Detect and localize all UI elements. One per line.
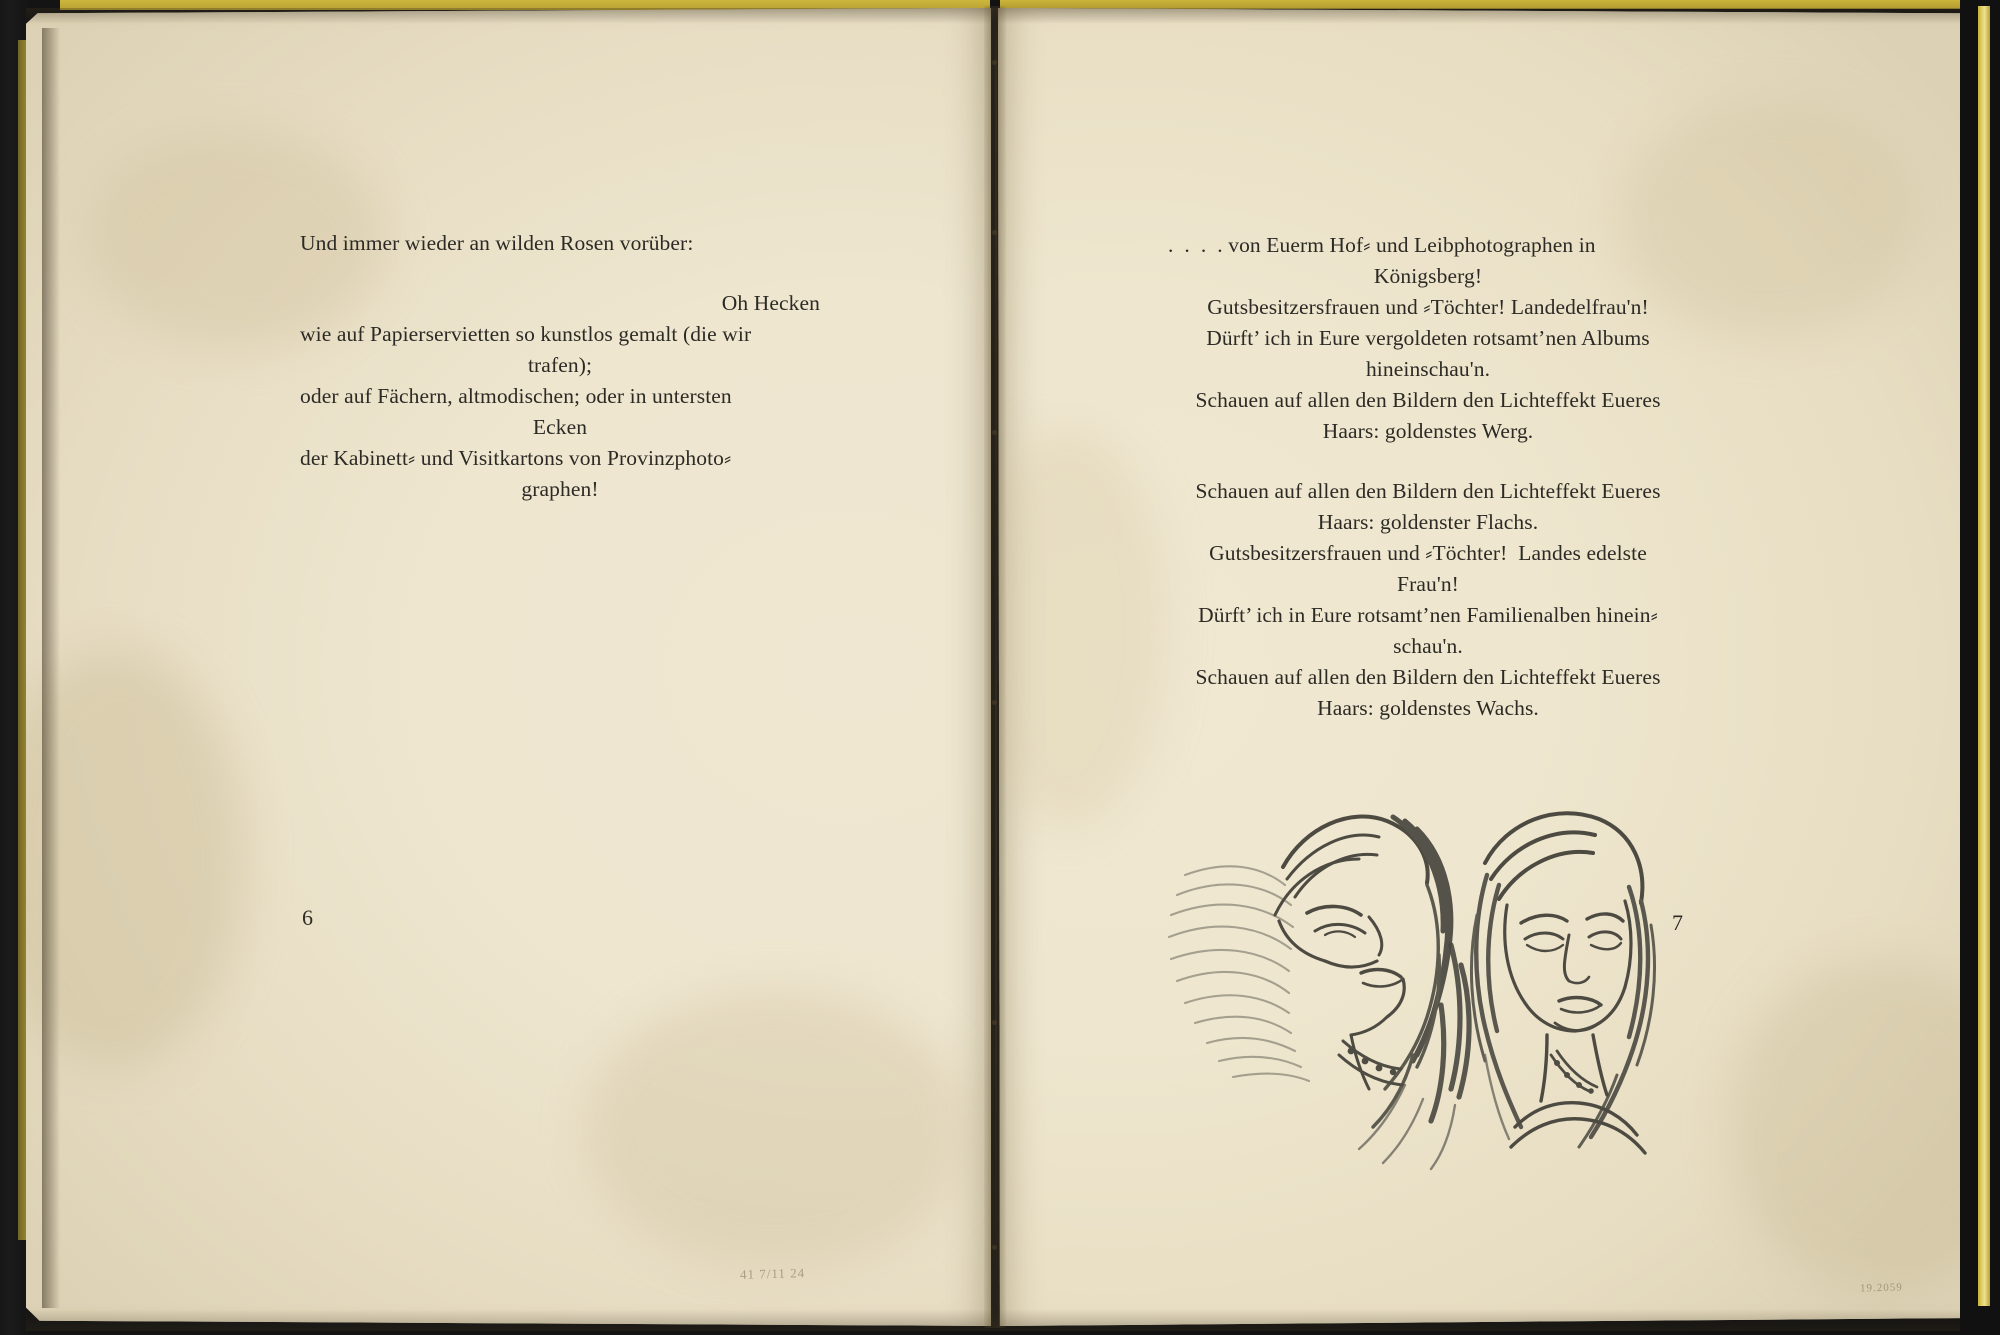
paper-stain <box>586 988 966 1268</box>
cover-edge-top-right <box>1000 0 1960 9</box>
poem-text-left <box>300 228 820 505</box>
cover-edge-top-left <box>60 0 990 10</box>
spine-stitch <box>992 60 997 65</box>
folio-left: 6 <box>302 905 313 930</box>
poem-right-line: Schauen auf allen den Bildern den Lichteffekt Eueres <box>1195 479 1661 503</box>
paper-stain <box>0 648 246 1068</box>
folio-right: 7 <box>1672 910 1683 935</box>
spine-stitch <box>992 230 997 235</box>
spine-fold-line <box>995 14 997 1320</box>
poem-right-stanza-break <box>1168 447 1688 476</box>
poem-right-line: schau'n. <box>1393 634 1463 658</box>
poem-right-line: Gutsbesitzersfrauen und ⸗Töchter! Landedelfrau'n! <box>1207 295 1649 319</box>
poem-right-line: Dürft’ ich in Eure vergoldeten rotsamt’nen Albums <box>1206 326 1650 350</box>
pencil-annotation-right: 19.2059 <box>1859 1281 1903 1295</box>
poem-right-line: Dürft’ ich in Eure rotsamt’nen Familienalben hinein⸗ <box>1198 603 1658 627</box>
spine-stitch <box>992 1245 997 1250</box>
poem-left-line: trafen); <box>527 353 593 377</box>
poem-left-line: Ecken <box>532 415 588 439</box>
poem-right-line: Frau'n! <box>1397 572 1459 596</box>
poem-left-line: graphen! <box>521 477 599 501</box>
cover-edge-left <box>18 40 27 1240</box>
spine-stitch <box>992 430 997 435</box>
poem-right-line: Haars: goldenstes Werg. <box>1322 419 1534 443</box>
pencil-annotation-left: 41 7/11 24 <box>739 1265 806 1282</box>
paper-stain <box>1728 958 2000 1288</box>
poem-right-line: hineinschau'n. <box>1365 357 1491 381</box>
spine-stitch <box>992 700 997 705</box>
poem-left-line: wie auf Papierservietten so kunstlos gemalt (die wir <box>300 322 752 346</box>
poem-right-line: Schauen auf allen den Bildern den Lichteffekt Eueres <box>1195 665 1661 689</box>
spine-stitch <box>992 1020 997 1025</box>
poem-right-line: Königsberg! <box>1373 264 1483 288</box>
deckled-edge <box>42 28 60 1308</box>
poem-right-line: Haars: goldenster Flachs. <box>1317 510 1539 534</box>
poem-right-line: Haars: goldenstes Wachs. <box>1317 696 1539 720</box>
poem-left-line: der Kabinett⸗ und Visitkartons von Provinzphoto⸗ <box>300 446 732 470</box>
poem-text-right <box>1168 230 1688 724</box>
two-womens-heads-lithograph <box>1155 755 1675 1175</box>
poem-left-line: oder auf Fächern, altmodischen; oder in untersten <box>300 384 732 408</box>
poem-left-line: Oh Hecken <box>721 291 820 315</box>
poem-right-line: Gutsbesitzersfrauen und ⸗Töchter! Landes edelste <box>1209 541 1647 565</box>
poem-right-line: Schauen auf allen den Bildern den Lichteffekt Eueres <box>1195 388 1661 412</box>
poem-left-stanza-break <box>300 259 820 288</box>
page-left <box>26 8 991 1326</box>
poem-right-line: . . . . von Euerm Hof⸗ und Leibphotographen in <box>1168 233 1596 257</box>
cover-edge-right <box>1978 6 1990 1306</box>
poem-left-line: Und immer wieder an wilden Rosen vorüber: <box>300 231 694 255</box>
